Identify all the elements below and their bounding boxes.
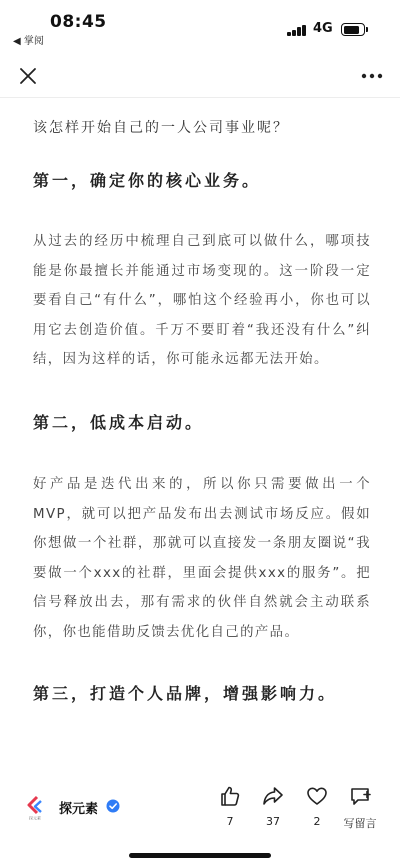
section-heading-1: 第一，确定你的核心业务。: [33, 171, 262, 190]
network-type: 4G: [313, 21, 333, 36]
article-body: [33, 110, 371, 706]
bottom-action-bar: [0, 778, 400, 838]
heart-icon: [305, 784, 329, 808]
back-to-app-link[interactable]: ◀ 掌阅: [13, 36, 44, 47]
nav-bar: [0, 56, 400, 98]
status-bar: [0, 0, 400, 50]
article-question: 该怎样开始自己的一人公司事业呢？: [33, 120, 289, 136]
more-button[interactable]: [359, 66, 385, 86]
comment-button[interactable]: [338, 784, 382, 831]
author-logo-icon[interactable]: [24, 794, 46, 820]
verified-badge-icon: [106, 799, 120, 813]
share-count: 37: [266, 815, 280, 828]
home-indicator[interactable]: [129, 853, 271, 858]
share-icon: [261, 784, 285, 808]
battery-level: [344, 26, 359, 34]
section-body-1: 从过去的经历中梳理自己到底可以做什么，哪项技能是你最擅长并能通过市场变现的。这一阶段一定要看自己“有什么”，哪怕这个经验再小，你也可以用它去创造价值。千万不要盯着“我还没有什么”纠结，因为这样的话，你可能永远都无法开始。: [33, 234, 371, 368]
author-name[interactable]: 探元素: [59, 802, 99, 817]
section-body-2: 好产品是迭代出来的，所以你只需要做出一个MVP，就可以把产品发布出去测试市场反应。假如你想做一个社群，那就可以直接发一条朋友圈说“我要做一个xxx的社群，里面会提供xxx的服务”。把信号释放出去，那有需求的伙伴自然就会主动联系你，你也能借助反馈去优化自己的产品。: [33, 476, 371, 640]
like-button[interactable]: [208, 784, 252, 828]
section-heading-3: 第三，打造个人品牌，增强影响力。: [33, 683, 338, 703]
thumbs-up-icon: [218, 784, 242, 808]
more-icon: [359, 66, 385, 86]
status-time: 08:45: [50, 12, 107, 32]
comment-label: 写留言: [343, 817, 377, 830]
favorite-button[interactable]: [295, 784, 339, 828]
author-logo-caption: 探元素: [29, 815, 41, 820]
section-heading-2: 第二，低成本启动。: [33, 412, 205, 432]
like-count: 7: [226, 815, 234, 828]
comment-plus-icon: [348, 784, 372, 808]
battery-tip: [366, 27, 368, 32]
favorite-count: 2: [313, 815, 321, 828]
close-button[interactable]: [16, 64, 40, 88]
battery-icon: [341, 23, 365, 36]
close-icon: [16, 64, 40, 88]
share-button[interactable]: [251, 784, 295, 828]
signal-icon: [287, 24, 307, 36]
